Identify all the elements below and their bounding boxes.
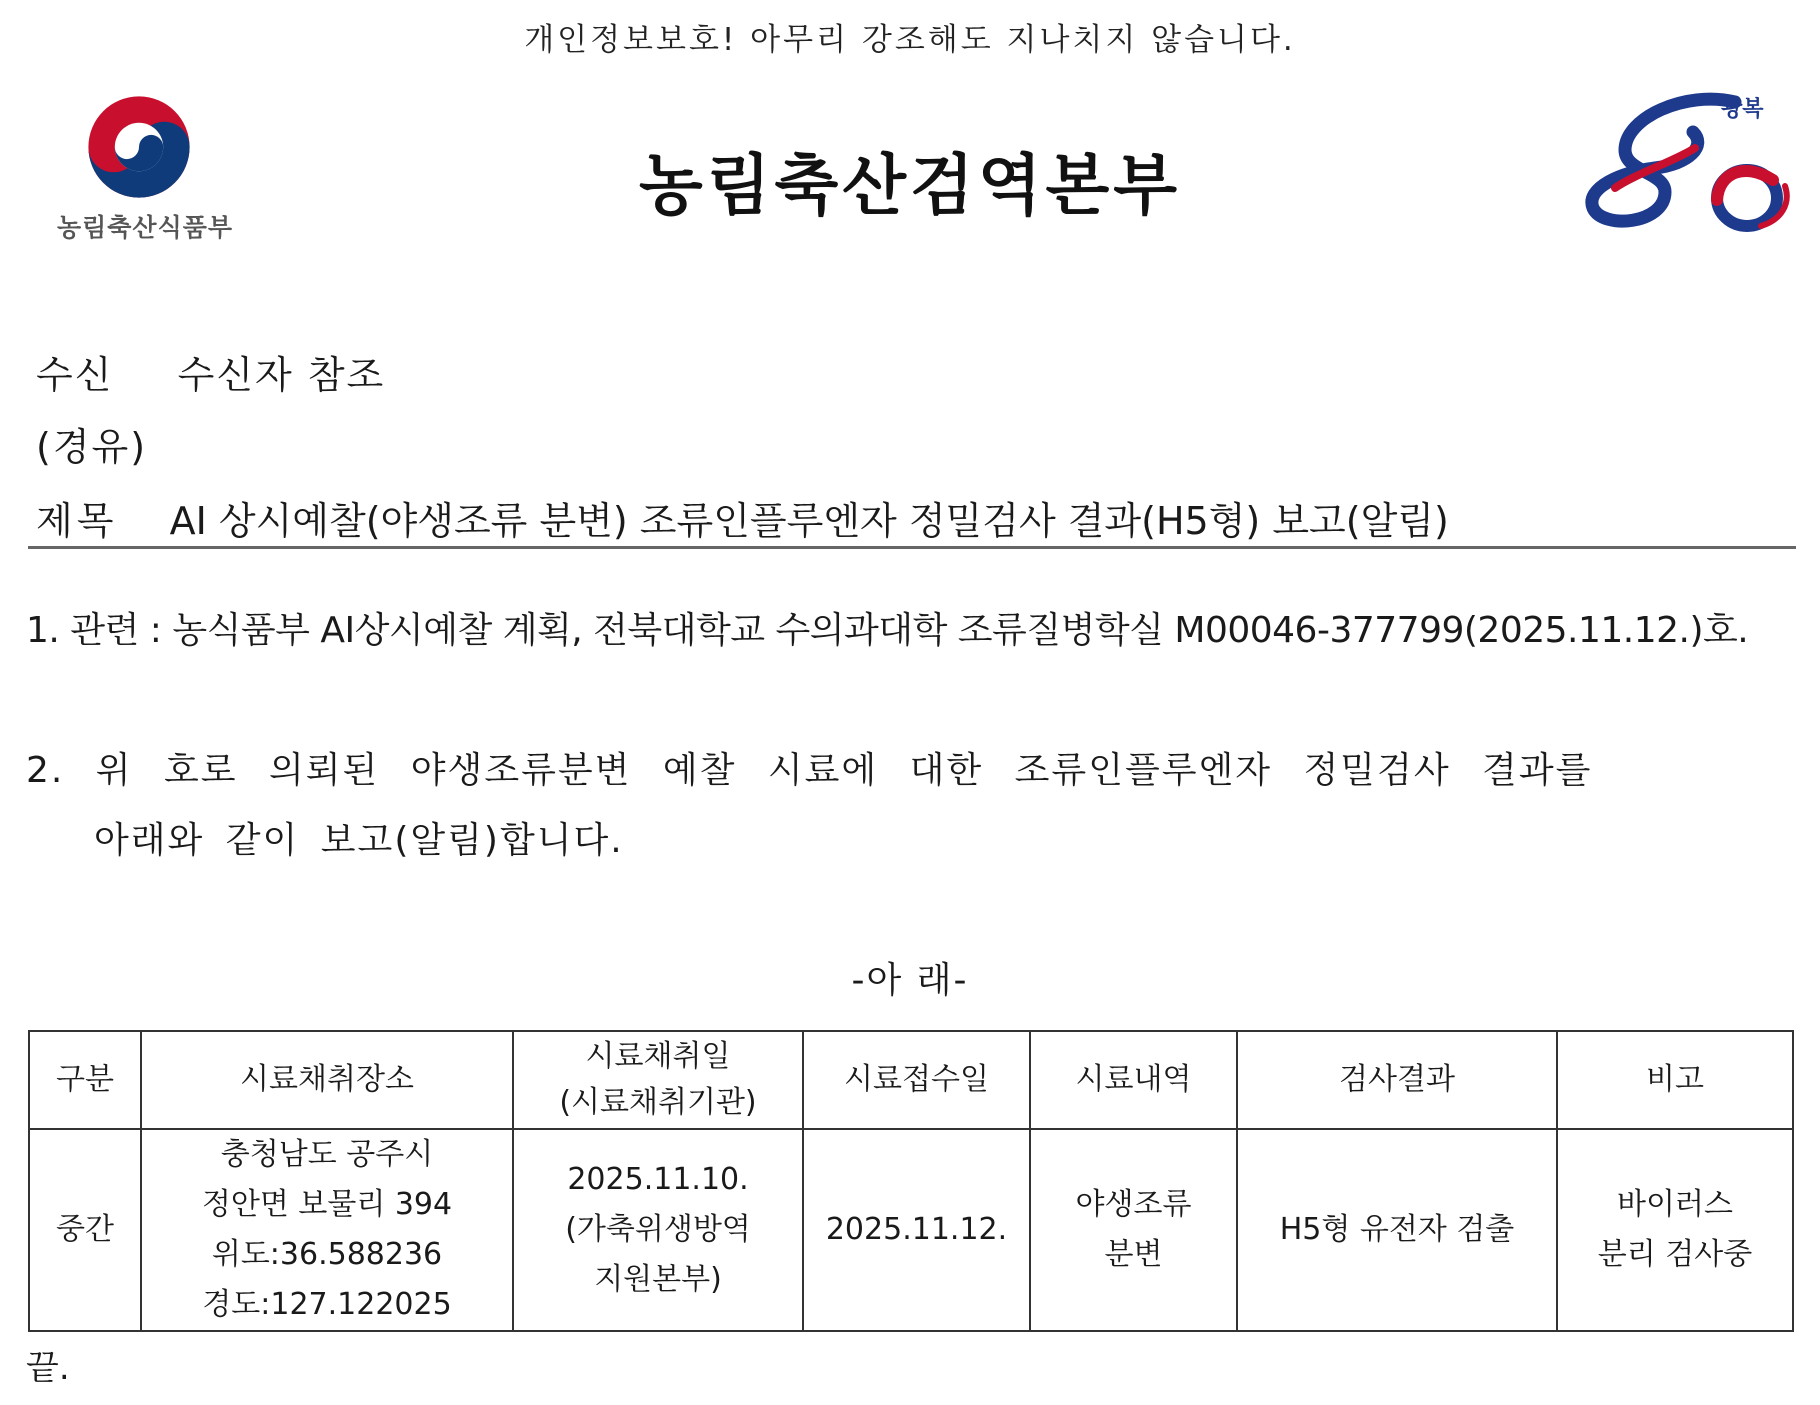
- cell-remarks: 바이러스 분리 검사중: [1557, 1129, 1793, 1331]
- related-reference: 1. 관련 : 농식품부 AI상시예찰 계획, 전북대학교 수의과대학 조류질병학실 M00046-377799(2025.11.12.)호.: [26, 610, 1749, 651]
- via-line: (경유): [36, 425, 148, 469]
- header-sampling-date: 시료채취일 (시료채취기관): [513, 1031, 803, 1129]
- end-mark: 끝.: [26, 1348, 70, 1388]
- cell-sample-details: 야생조류 분변: [1030, 1129, 1237, 1331]
- header-divider: [28, 546, 1796, 549]
- recipient-value: 수신자 참조: [177, 353, 386, 397]
- cell-sampling-date: 2025.11.10. (가축위생방역 지원본부): [513, 1129, 803, 1331]
- below-heading: -아 래-: [851, 960, 969, 1001]
- subject-line: [36, 490, 1449, 545]
- privacy-motto: 개인정보보호! 아무리 강조해도 지나치지 않습니다.: [524, 22, 1296, 58]
- table-row: [29, 1129, 1793, 1331]
- cell-receipt-date: 2025.11.12.: [803, 1129, 1030, 1331]
- results-table: [28, 1030, 1794, 1332]
- header-category: 구분: [29, 1031, 141, 1129]
- header-test-result: 검사결과: [1237, 1031, 1557, 1129]
- ministry-name: 농림축산식품부: [56, 213, 234, 242]
- header-remarks: 비고: [1557, 1031, 1793, 1129]
- agency-title: 농림축산검역본부: [638, 147, 1182, 224]
- liberation-80-emblem: [1585, 88, 1795, 248]
- emblem-label: 광복: [1721, 97, 1764, 122]
- table-header-row: [29, 1031, 1793, 1129]
- subject-label: 제목: [36, 499, 118, 543]
- cell-sampling-location: 충청남도 공주시 정안면 보물리 394 위도:36.588236 경도:127.122025: [141, 1129, 513, 1331]
- body-paragraph-line-2: 아래와 같이 보고(알림)합니다.: [94, 820, 624, 861]
- header-receipt-date: 시료접수일: [803, 1031, 1030, 1129]
- header-sampling-location: 시료채취장소: [141, 1031, 513, 1129]
- subject-value: AI 상시예찰(야생조류 분변) 조류인플루엔자 정밀검사 결과(H5형) 보고(알림): [169, 499, 1449, 543]
- body-paragraph-line-1: 2. 위 호로 의뢰된 야생조류분변 예찰 시료에 대한 조류인플루엔자 정밀검사 결과를: [26, 750, 1593, 791]
- cell-category: 중간: [29, 1129, 141, 1331]
- cell-test-result: H5형 유전자 검출: [1237, 1129, 1557, 1331]
- recipient-line: [36, 344, 385, 399]
- header-sample-details: 시료내역: [1030, 1031, 1237, 1129]
- recipient-label: 수신: [36, 353, 114, 397]
